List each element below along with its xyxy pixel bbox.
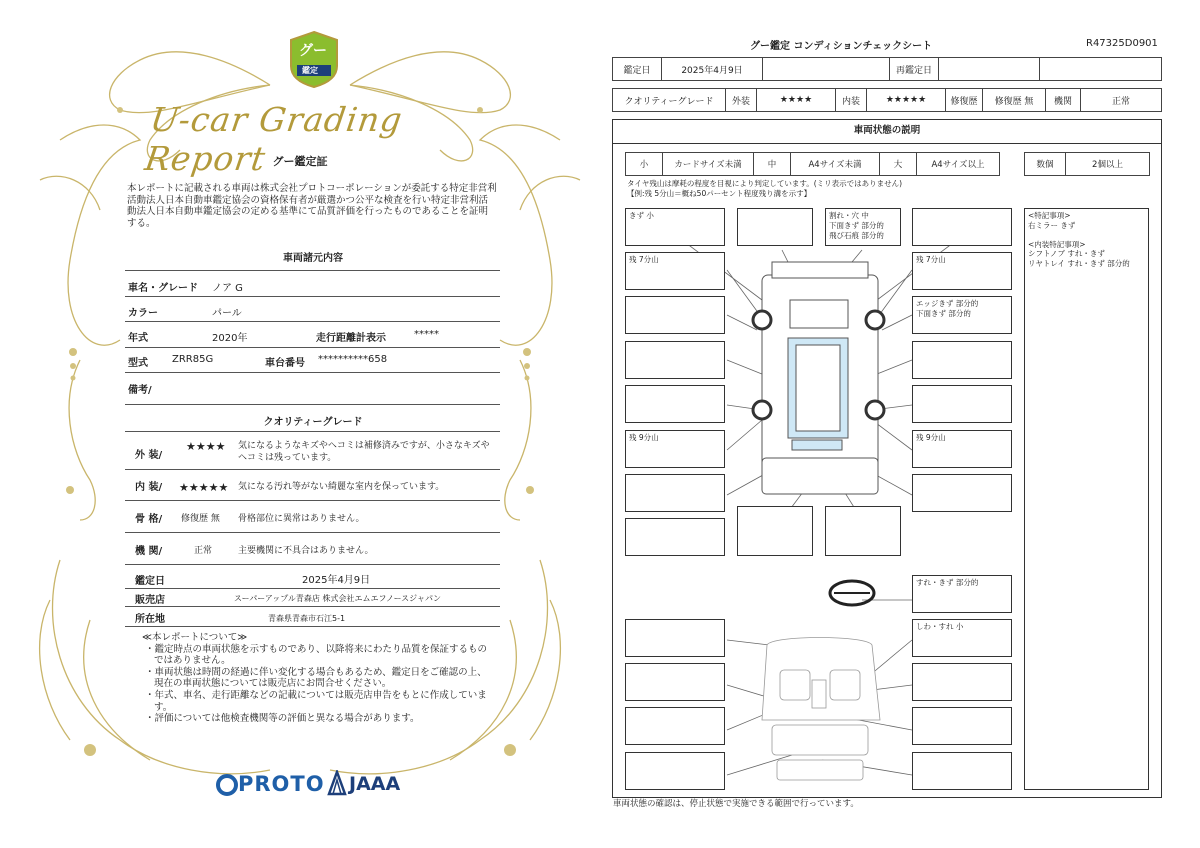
sheet-code: R47325D0901 — [1086, 38, 1158, 49]
divider — [125, 606, 500, 607]
year-label: 年式 — [128, 333, 148, 344]
callout-box — [912, 707, 1012, 745]
callout-text: エッジきず 部分的 下面きず 部分的 — [916, 299, 979, 318]
divider — [125, 431, 500, 432]
remarks-label: 備考/ — [128, 385, 152, 396]
logo-top-text: グー — [299, 43, 327, 59]
empty-cell — [763, 58, 890, 81]
size-l-desc: A4サイズ以上 — [917, 153, 1000, 176]
divider — [125, 372, 500, 373]
callout-box — [912, 663, 1012, 701]
int-stars: ★★★★★ — [867, 89, 946, 112]
callout-box — [737, 506, 813, 556]
appraisal-date-label: 鑑定日 — [135, 576, 165, 587]
chassis-label: 車台番号 — [265, 358, 305, 369]
callout-box — [625, 663, 725, 701]
grade-label: クオリティーグレード — [613, 89, 726, 112]
callout-text: きず 小 — [629, 211, 654, 220]
ext-label: 外装 — [726, 89, 757, 112]
size-m-desc: A4サイズ未満 — [791, 153, 880, 176]
frame-label: 骨 格/ — [135, 514, 163, 525]
chassis-value: **********658 — [318, 354, 388, 365]
callout-box — [912, 474, 1012, 512]
note-item: ・車両状態は時間の経過に伴い変化する場合もあるため、鑑定日をご確認の上、現在の車両状態については販売店にお問合せください。 — [145, 666, 487, 690]
tire-text: 残 9分山 — [916, 433, 946, 442]
engine-label: 機 関/ — [135, 546, 163, 557]
callout-box — [625, 752, 725, 790]
size-l: 大 — [880, 153, 917, 176]
divider — [125, 347, 500, 348]
address-value: 青森県青森市石江5-1 — [268, 614, 346, 623]
frame-text: 骨格部位に異常はありません。 — [238, 514, 365, 524]
tire-box — [625, 430, 725, 468]
tire-note-line: タイヤ残山は摩耗の程度を目視により判定しています。(ミリ表示ではありません) — [627, 179, 903, 188]
logo-bottom-text: 鑑定 — [302, 66, 318, 75]
tire-box — [625, 252, 725, 290]
seat-text: しわ・すれ 小 — [916, 622, 964, 631]
callout-box — [912, 208, 1012, 246]
history-value: 修復歴 無 — [983, 89, 1046, 112]
special-notes — [1024, 208, 1149, 790]
divider — [125, 626, 500, 627]
date-label: 鑑定日 — [613, 58, 662, 81]
size-s: 小 — [626, 153, 663, 176]
note-item: ・鑑定時点の車両状態を示すものであり、以降将来にわたり品質を保証するものではありません。 — [145, 643, 488, 667]
tire-note-line: 【例:残 5分山＝概ね50パーセント程度残り溝を示す】 — [627, 188, 812, 198]
callout-box — [625, 518, 725, 556]
engine-text: 主要機関に不具合はありません。 — [238, 546, 374, 556]
date-value: 2025年4月9日 — [662, 58, 763, 81]
interior-text: 気になる汚れ等がない綺麗な室内を保っています。 — [238, 482, 445, 492]
divider — [125, 532, 500, 533]
tire-text: 残 7分山 — [629, 255, 659, 264]
callout-box — [625, 619, 725, 657]
model-label: 型式 — [128, 358, 148, 369]
divider — [125, 404, 500, 405]
int-label: 内装 — [836, 89, 867, 112]
callout-box — [912, 296, 1012, 334]
interior-label: 内 装/ — [135, 482, 163, 493]
year-value: 2020年 — [212, 333, 248, 344]
dealer-label: 販売店 — [135, 595, 165, 606]
count-legend — [1024, 152, 1150, 176]
size-legend — [625, 152, 1000, 176]
redate-label: 再鑑定日 — [890, 58, 939, 81]
divider — [125, 564, 500, 565]
grade-table — [612, 88, 1162, 112]
tire-text: 残 7分山 — [916, 255, 946, 264]
divider — [125, 469, 500, 470]
notes-title: ≪本レポートについて≫ — [142, 632, 248, 643]
tire-text: 残 9分山 — [629, 433, 659, 442]
special-notes-text: <特記事項> 右ミラー きず <内装特記事項> シフトノブ すれ・きず リヤトレイ すれ・きず 部分的 — [1028, 211, 1130, 268]
exterior-text: 気になるようなキズやヘコミは補修済みですが、小さなキズやヘコミは残っています。 — [238, 441, 490, 463]
callout-box — [737, 208, 813, 246]
report-title: U-car Grading Report — [142, 100, 406, 178]
frame-value: 修復歴 無 — [181, 514, 220, 524]
empty-cell — [1040, 58, 1162, 81]
exterior-stars: ★★★★ — [186, 440, 226, 453]
count-label: 数個 — [1025, 153, 1066, 176]
dealer-value: スーパーアップル青森店 株式会社エムエフノースジャパン — [234, 594, 442, 603]
callout-box — [825, 506, 901, 556]
proto-text: PROTO — [238, 772, 325, 796]
divider — [125, 588, 500, 589]
model-value: ZRR85G — [172, 354, 214, 365]
sheet-title: グー鑑定 コンディションチェックシート — [750, 41, 933, 52]
state-title: 車両状態の説明 — [612, 119, 1162, 144]
cert-text: 本レポートに記載される車両は株式会社プロトコーポレーションが委託する特定非営利活動法人日本自動車鑑定協会の資格保有者が厳選かつ公平な検査を行い特定非営利活動法人日本自動車鑑定協会の定める基準にて品質評価を行ったものであることを証明する。 — [127, 183, 497, 229]
jaaa-text: JAAA — [349, 773, 401, 795]
date-table — [612, 57, 1162, 81]
redate-value — [939, 58, 1040, 81]
engine-label: 機関 — [1046, 89, 1081, 112]
callout-box — [625, 296, 725, 334]
callout-box — [625, 707, 725, 745]
tire-note — [627, 179, 902, 198]
size-s-desc: カードサイズ未満 — [663, 153, 754, 176]
divider — [125, 296, 500, 297]
callout-box — [912, 341, 1012, 379]
engine-value: 正常 — [194, 546, 213, 556]
spec-title: 車両諸元内容 — [283, 253, 343, 264]
exterior-label: 外 装/ — [135, 450, 163, 461]
steer-box — [912, 575, 1012, 613]
callout-box — [625, 341, 725, 379]
tire-box — [912, 252, 1012, 290]
size-m: 中 — [754, 153, 791, 176]
jaaa-mark-icon — [327, 770, 347, 796]
bottom-note: 車両状態の確認は、停止状態で実施できる範囲で行っています。 — [613, 799, 859, 809]
ext-stars: ★★★★ — [757, 89, 836, 112]
divider — [125, 321, 500, 322]
car-name-label: 車名・グレード — [128, 283, 198, 294]
seat-box — [912, 619, 1012, 657]
proto-mark-icon — [216, 774, 238, 796]
tire-box — [912, 430, 1012, 468]
address-label: 所在地 — [135, 614, 165, 625]
goo-kantei-logo — [287, 30, 341, 88]
steer-text: すれ・きず 部分的 — [916, 578, 979, 587]
callout-box — [912, 385, 1012, 423]
history-label: 修復歴 — [946, 89, 983, 112]
callout-box — [912, 752, 1012, 790]
color-value: パール — [212, 308, 242, 319]
callout-box — [625, 474, 725, 512]
color-label: カラー — [128, 308, 158, 319]
count-desc: 2個以上 — [1066, 153, 1150, 176]
notes-block — [142, 632, 492, 725]
interior-stars: ★★★★★ — [179, 481, 229, 494]
car-name-value: ノア G — [212, 283, 243, 294]
mileage-value: ***** — [414, 329, 439, 340]
quality-title: クオリティーグレード — [263, 417, 363, 428]
callout-box — [625, 208, 725, 246]
cert-title: グー鑑定証 — [272, 155, 328, 168]
divider — [125, 500, 500, 501]
mileage-label: 走行距離計表示 — [316, 333, 386, 344]
callout-text: 割れ・穴 中 下面きず 部分的 飛び石痕 部分的 — [829, 211, 884, 240]
engine-value: 正常 — [1081, 89, 1162, 112]
callout-box — [625, 385, 725, 423]
note-item: ・評価については他検査機関等の評価と異なる場合があります。 — [145, 713, 420, 725]
note-item: ・年式、車名、走行距離などの記載については販売店申告をもとに作成しています。 — [145, 689, 487, 713]
appraisal-date-value: 2025年4月9日 — [302, 575, 371, 586]
callout-box — [825, 208, 901, 246]
divider — [125, 270, 500, 271]
